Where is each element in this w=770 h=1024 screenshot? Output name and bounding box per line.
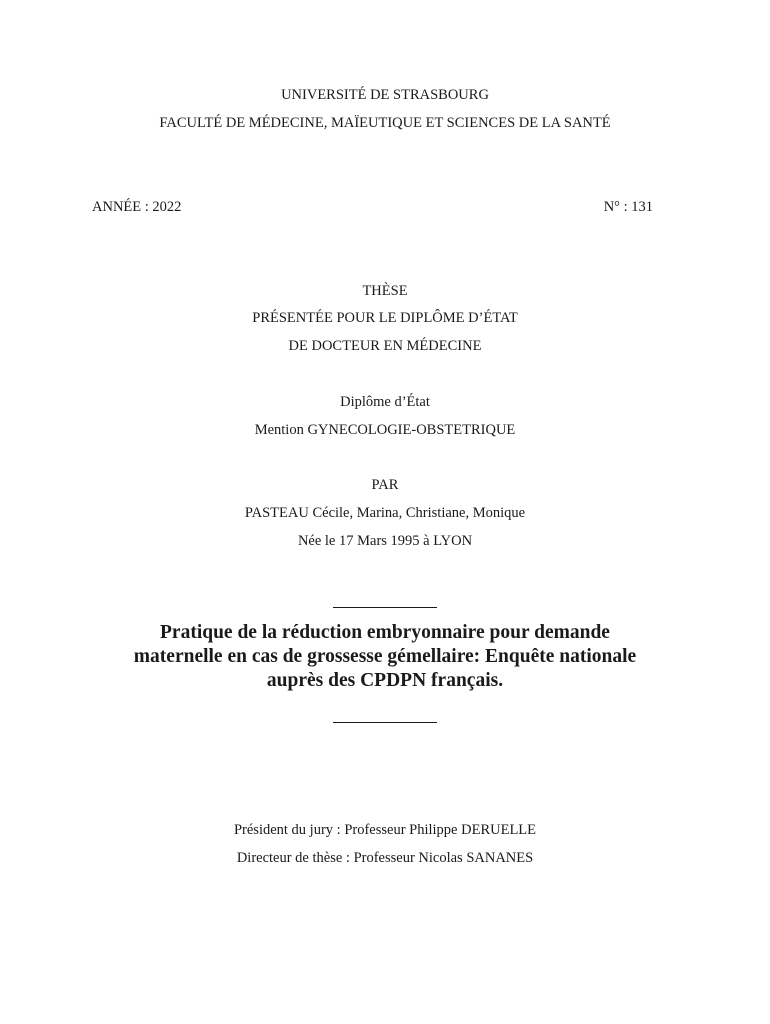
thesis-director: Directeur de thèse : Professeur Nicolas SANANES <box>236 850 534 866</box>
title-divider-top <box>333 607 437 608</box>
diploma-line-1: Diplôme d’État <box>340 394 430 410</box>
author-birth: Née le 17 Mars 1995 à LYON <box>297 533 473 549</box>
author-name: PASTEAU Cécile, Marina, Christiane, Monique <box>244 505 526 521</box>
thesis-title-line-1: Pratique de la réduction embryonnaire pour demande <box>160 622 610 643</box>
jury-president: Président du jury : Professeur Philippe DERUELLE <box>233 822 537 838</box>
thesis-number: N° : 131 <box>603 199 653 215</box>
thesis-title-line-2: maternelle en cas de grossesse gémellaire: Enquête nationale <box>133 646 637 667</box>
university-name: UNIVERSITÉ DE STRASBOURG <box>281 87 489 103</box>
diploma-mention: Mention GYNECOLOGIE-OBSTETRIQUE <box>254 422 516 438</box>
presented-line-1: PRÉSENTÉE POUR LE DIPLÔME D’ÉTAT <box>252 310 518 326</box>
thesis-title-line-3: auprès des CPDPN français. <box>266 670 504 691</box>
thesis-label: THÈSE <box>362 283 408 299</box>
presented-line-2: DE DOCTEUR EN MÉDECINE <box>288 338 482 354</box>
year-label: ANNÉE : 2022 <box>92 199 182 215</box>
thesis-title <box>95 621 675 693</box>
title-divider-bottom <box>333 722 437 723</box>
faculty-name: FACULTÉ DE MÉDECINE, MAÏEUTIQUE ET SCIENCES DE LA SANTÉ <box>159 115 611 131</box>
by-label: PAR <box>371 477 399 493</box>
